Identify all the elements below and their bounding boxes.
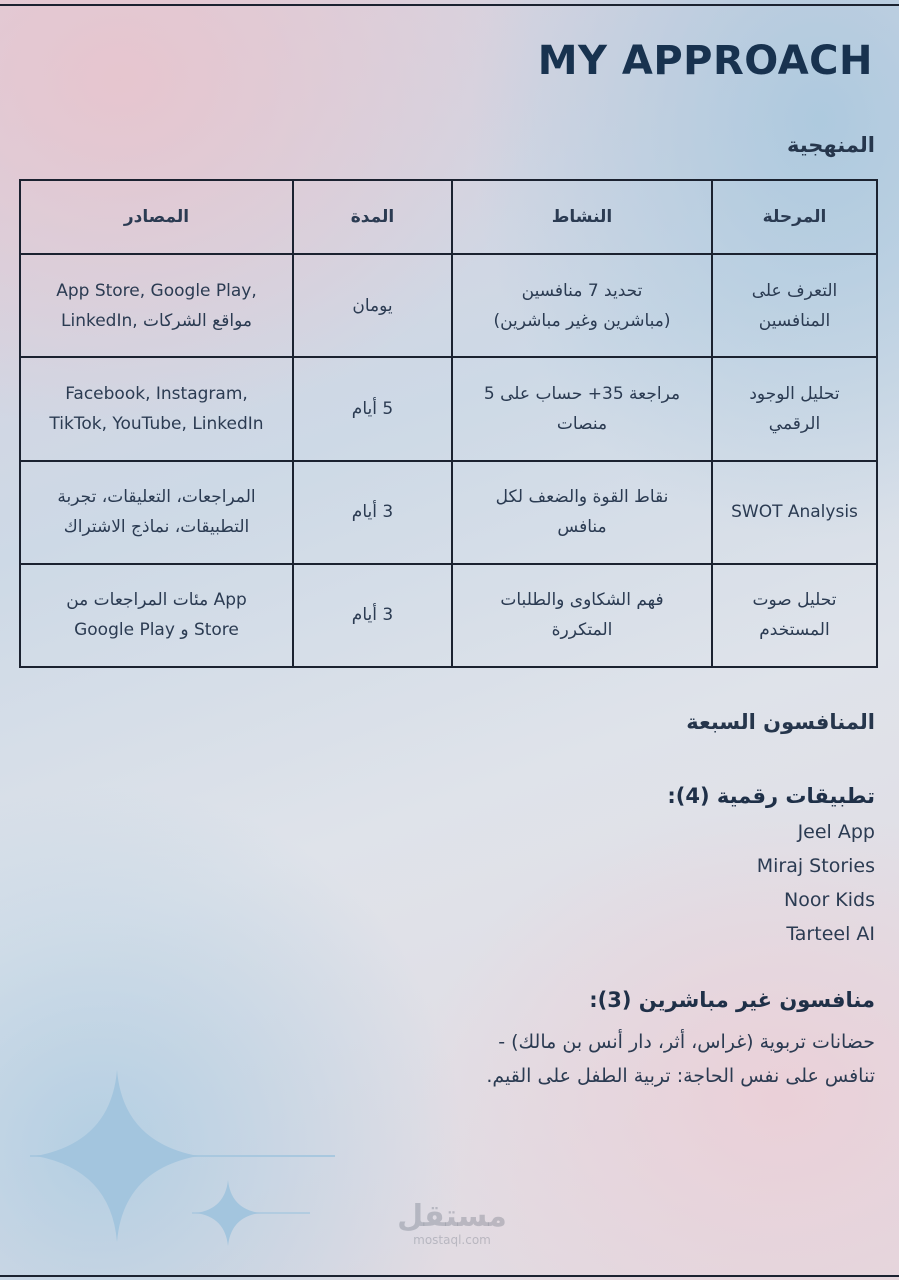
indirect-line-1: حضانات تربوية (غراس، أثر، دار أنس بن مالك) - [498,1031,875,1053]
page-title: MY APPROACH [537,38,873,84]
table-header-row [20,180,877,254]
list-item: Tarteel AI [786,923,875,945]
cell-activity: فهم الشكاوى والطلبات المتكررة [452,564,712,667]
competitors-heading: المنافسون السبعة [686,710,875,734]
cell-duration: 5 أيام [293,357,452,460]
small-sparkle-icon [192,1180,312,1250]
digital-apps-list [757,815,875,951]
indirect-competitors-heading: منافسون غير مباشرين (3): [589,988,875,1012]
cell-duration: 3 أيام [293,461,452,564]
cell-phase: SWOT Analysis [712,461,877,564]
header-activity: النشاط [452,180,712,254]
cell-activity: تحديد 7 منافسين (مباشرين وغير مباشرين) [452,254,712,357]
table-row [20,461,877,564]
cell-duration: يومان [293,254,452,357]
watermark-logo: مستقل mostaql.com [397,1199,507,1247]
cell-sources: Facebook, Instagram, TikTok, YouTube, LinkedIn [20,357,293,460]
digital-apps-heading: تطبيقات رقمية (4): [667,784,875,808]
cell-activity: مراجعة 35+ حساب على 5 منصات [452,357,712,460]
methodology-table [19,179,878,668]
list-item: Noor Kids [783,889,875,911]
table-row [20,357,877,460]
header-sources: المصادر [20,180,293,254]
cell-phase: التعرف على المنافسين [712,254,877,357]
cell-phase: تحليل صوت المستخدم [712,564,877,667]
top-border [0,4,899,6]
table-row [20,564,877,667]
header-phase: المرحلة [712,180,877,254]
header-duration: المدة [293,180,452,254]
cell-sources: App مئات المراجعات من Store و Google Play [20,564,293,667]
indirect-line-2: تنافس على نفس الحاجة: تربية الطفل على القيم. [486,1065,875,1087]
list-item: Jeel App [797,821,875,843]
cell-sources: المراجعات، التعليقات، تجربة التطبيقات، نماذج الاشتراك [20,461,293,564]
indirect-competitors-text [275,1025,875,1093]
bottom-border [0,1275,899,1277]
cell-phase: تحليل الوجود الرقمي [712,357,877,460]
cell-duration: 3 أيام [293,564,452,667]
methodology-heading: المنهجية [786,133,875,157]
cell-sources: App Store, Google Play, مواقع الشركات ,LinkedIn [20,254,293,357]
table-row [20,254,877,357]
cell-activity: نقاط القوة والضعف لكل منافس [452,461,712,564]
list-item: Miraj Stories [756,855,875,877]
